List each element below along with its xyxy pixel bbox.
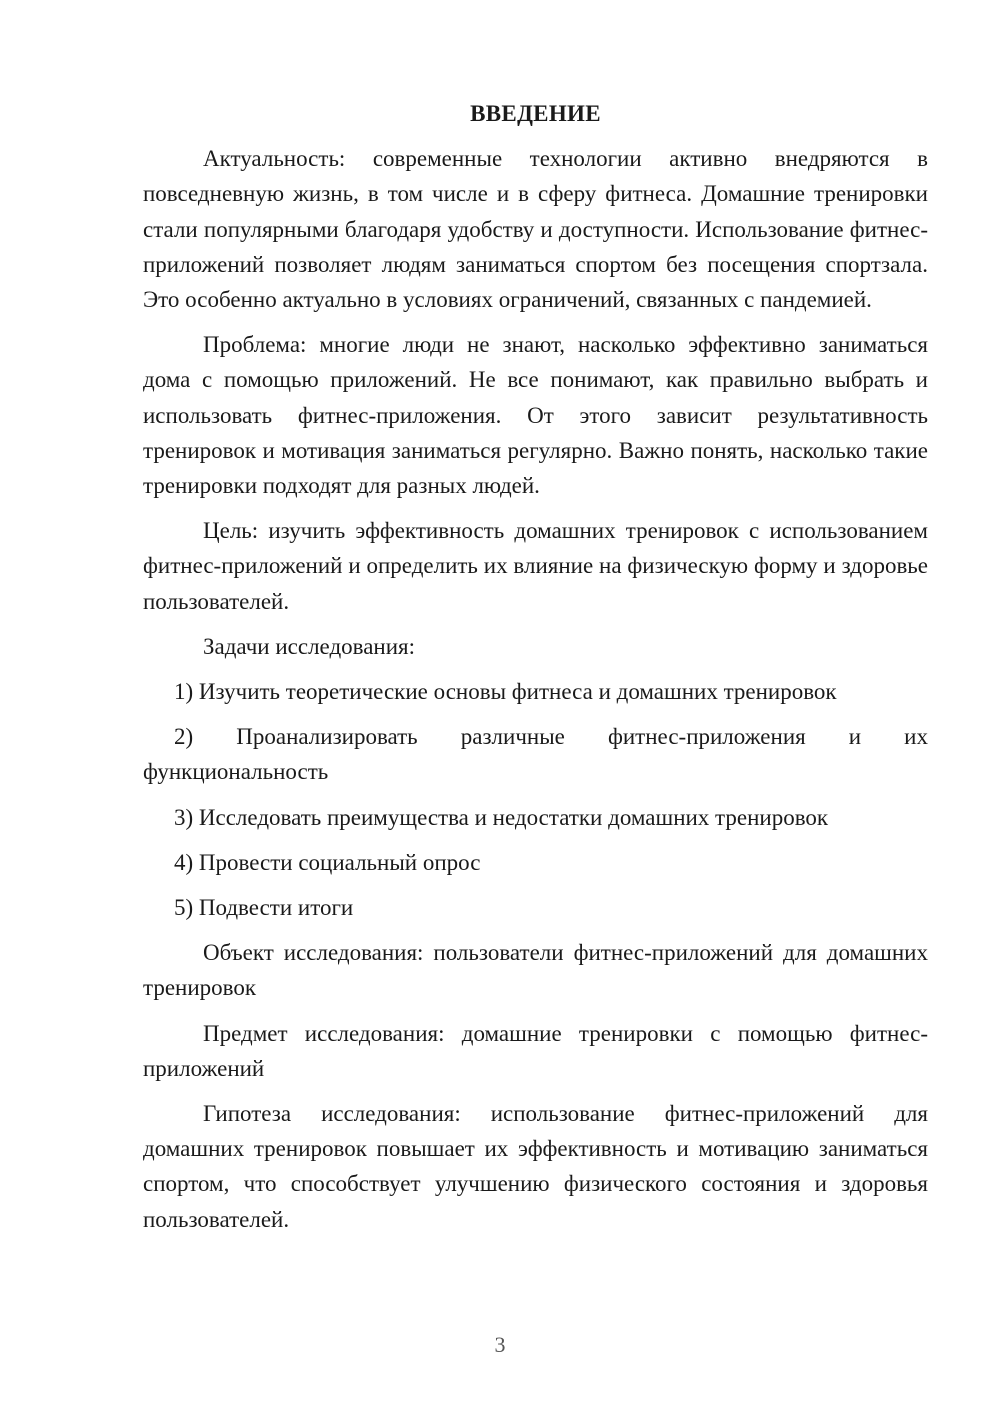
page-number: 3: [494, 1332, 506, 1357]
tasks-heading: Задачи исследования:: [203, 633, 416, 659]
paragraph-hypothesis: Гипотеза исследования: использование фитнес-приложений для домашних тренировок повышает их эффективность и мотивацию заниматься спортом, что способствует улучшению физического состояния и здоровья пользователей.: [143, 1101, 928, 1232]
section-title: ВВЕДЕНИЕ: [470, 101, 601, 126]
task-item-4: 4) Провести социальный опрос: [174, 849, 481, 875]
paragraph-subject: Предмет исследования: домашние тренировки с помощью фитнес-приложений: [143, 1020, 928, 1081]
paragraph-object: Объект исследования: пользователи фитнес-приложений для домашних тренировок: [143, 940, 928, 1001]
task-item-3: 3) Исследовать преимущества и недостатки домашних тренировок: [174, 804, 829, 830]
task-item-5: 5) Подвести итоги: [174, 895, 354, 921]
task-item-1: 1) Изучить теоретические основы фитнеса и домашних тренировок: [174, 679, 837, 705]
document-page: [143, 96, 928, 1247]
paragraph-goal: Цель: изучить эффективность домашних тренировок с использованием фитнес-приложений и определить их влияние на физическую форму и здоровье пользователей.: [143, 518, 928, 614]
task-item-2: 2) Проанализировать различные фитнес-приложения и их функциональность: [143, 724, 928, 785]
paragraph-problem: Проблема: многие люди не знают, насколько эффективно заниматься дома с помощью приложений. Не все понимают, как правильно выбрать и использовать фитнес-приложения. От этого зависит результативность тренировок и мотивация заниматься регулярно. Важно понять, насколько такие тренировки подходят для разных людей.: [143, 332, 928, 499]
paragraph-relevance: Актуальность: современные технологии активно внедряются в повседневную жизнь, в том числе и в сферу фитнеса. Домашние тренировки стали популярными благодаря удобству и доступности. Использование фитнес-приложений позволяет людям заниматься спортом без посещения спортзала. Это особенно актуально в условиях ограничений, связанных с пандемией.: [143, 146, 928, 313]
